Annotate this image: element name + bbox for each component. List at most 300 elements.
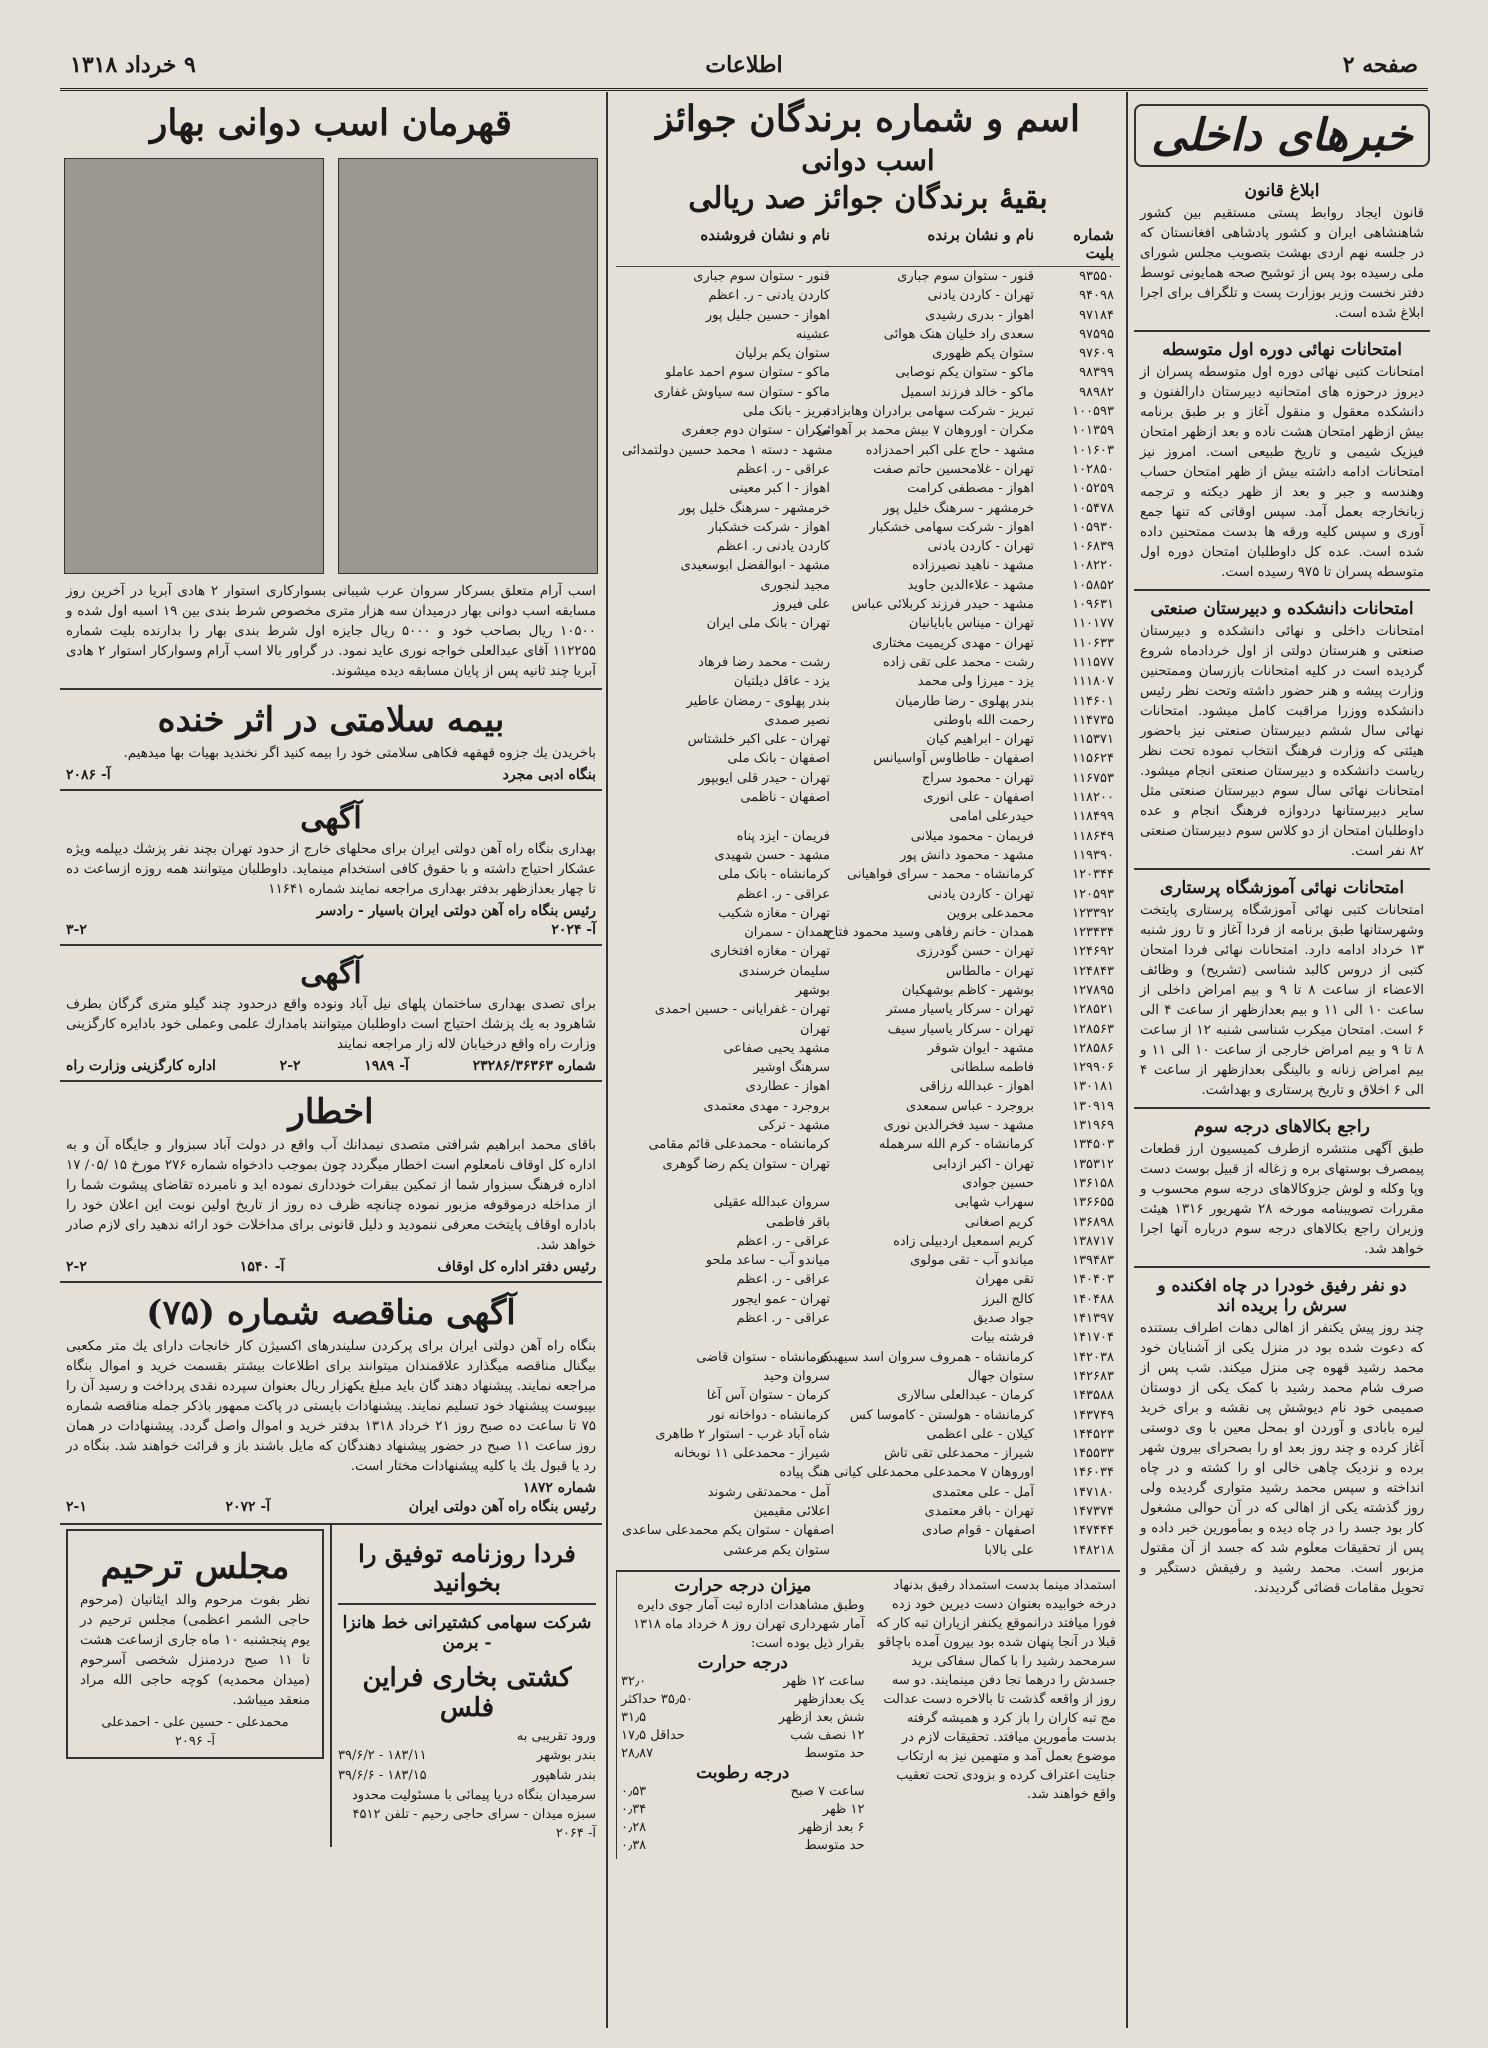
table-row xyxy=(616,1444,1120,1463)
seller-name xyxy=(622,1328,838,1347)
arrival-label: ورود تقریبی به xyxy=(516,1729,596,1744)
table-row xyxy=(616,1425,1120,1444)
ticket-number: ۱۴۴۵۲۳ xyxy=(1072,1426,1114,1442)
table-row xyxy=(616,479,1120,498)
table-row xyxy=(616,556,1120,575)
ticket-number: ۱۴۳۷۴۹ xyxy=(1072,1407,1114,1423)
ad-code: آ- ۲۰۶۴ xyxy=(555,1826,596,1841)
ticket-number: ۱۰۵۲۵۹ xyxy=(1072,481,1114,497)
table-row xyxy=(616,1039,1120,1058)
ad-title: آگهی مناقصه شماره (۷۵) xyxy=(146,1293,516,1333)
seller-name: آمل - محمدتقی رشوند xyxy=(707,1484,830,1500)
ticket-number: ۱۲۳۴۳۴ xyxy=(1072,925,1114,941)
ticket-number: ۱۱۰۶۳۳ xyxy=(1072,635,1114,651)
divider xyxy=(1134,868,1430,870)
paper-name: اطلاعات xyxy=(705,52,783,78)
ticket-number: ۱۱۸۶۴۹ xyxy=(1072,828,1114,844)
ticket-number: ۹۴۰۹۸ xyxy=(1079,288,1114,304)
ad-signature-text: رئیس بنگاه راه آهن دولتی ایران xyxy=(408,1499,596,1515)
seller-name: عراقی - ر. اعظم xyxy=(736,886,830,902)
article-title: امتحانات نهائی آموزشگاه پرستاری xyxy=(1159,878,1405,898)
seller-name: ستوان یکم برلیان xyxy=(735,346,830,362)
ticket-number: ۱۰۵۹۳۰ xyxy=(1072,519,1114,535)
table-row xyxy=(616,1463,1120,1482)
winner-name: کرمانشاه - هولستن - کاموسا کس xyxy=(849,1407,1034,1423)
winner-name: کرمانشاه - همروف سروان اسد سیهبدی xyxy=(816,1349,1034,1365)
seller-name: بروجرد - مهدی معتمدی xyxy=(703,1098,830,1114)
winner-name: کرمان - عبدالعلی سالاری xyxy=(897,1388,1034,1404)
ticket-number: ۱۳۱۹۶۹ xyxy=(1072,1118,1114,1134)
column-header-ticket: شماره بلیت xyxy=(1073,226,1114,262)
seller-name: اهواز - عطاردی xyxy=(745,1079,830,1095)
winner-name: تهران - کاردن یادنی xyxy=(927,539,1034,555)
winner-name: تهران - باقر معتمدی xyxy=(924,1504,1034,1519)
ad-title: مجلس ترحیم xyxy=(100,1547,290,1587)
winner-name: تبریز - شرکت سهامی برادران وهابزاده xyxy=(824,404,1034,420)
article-title: ابلاغ قانون xyxy=(1244,181,1320,201)
winner-name: خرمشهر - سرهنگ خلیل پور xyxy=(882,500,1034,516)
ticket-number: ۱۰۲۸۵۰ xyxy=(1072,461,1114,477)
humidity-title: درجه رطوبت xyxy=(696,1762,790,1783)
temperature-title: درجه حرارت xyxy=(697,1652,788,1673)
ad-code: آ- ۱۹۸۹ xyxy=(364,1058,409,1074)
ad-code: آ- ۲۰۷۲ xyxy=(225,1499,271,1515)
table-row xyxy=(616,1155,1120,1174)
memorial-box xyxy=(66,1529,324,1759)
ad-footer: سرمیدان بنگاه دریا پیمائی با مسئولیت محدود سبزه میدان - سرای حاجی رحیم - تلفن ۴۵۱۲ xyxy=(351,1788,596,1822)
table-row xyxy=(616,1367,1120,1386)
seller-name: اهواز - ا کبر معینی xyxy=(729,481,830,497)
temperature-row xyxy=(621,1745,865,1763)
winner-name: سعدی راد خلیان هنک هوائی xyxy=(883,326,1034,342)
winner-name: آمل - علی معتمدی xyxy=(932,1484,1034,1500)
seller-name: مکران - ستوان دوم جعفری xyxy=(681,423,830,439)
ad-signature-text: رئیس دفتر اداره کل اوقاف xyxy=(437,1259,596,1275)
ad-body: باقای محمد ابراهیم شرافتی متصدی نیمدانك آب واقع در دولت آباد سبزوار و جایگاه آن و به اداره کل اوقاف نامعلوم است اخطار میگردد چون بموجب دادخواه شماره ۲۷۶ مورخ ۱۵ /۰۵/ ۱۷ اداره فرهنگ سبزوار شما از تمکین ببقرات خودداری نموده اید و نامبرده تقاضای پیشوت شما را از مداخله درموقوفه مزبور نموده چنانچه ظرف ده روز از تاریخ اولین نوبت این اعلان خود را باداره اوقاف پایتخت معرفی ننمودید و دلیل قانونی برای مداخلات خود ارائه ندهید رای لازم صادر خواهد شد. xyxy=(66,1138,596,1253)
ad-signature xyxy=(60,1259,602,1275)
ticket-number: ۱۴۱۷۰۴ xyxy=(1072,1330,1114,1346)
seller-name xyxy=(622,634,838,653)
temperature-row-label: شش بعد ازظهر xyxy=(778,1709,865,1725)
section-title: خبرهای داخلی xyxy=(1134,104,1430,167)
ticket-number: ۱۲۳۳۹۲ xyxy=(1072,905,1114,921)
table-row xyxy=(616,1232,1120,1251)
ticket-number: ۹۷۱۸۴ xyxy=(1079,307,1114,323)
seller-name: علی فیروز xyxy=(773,597,830,613)
article-body: استمداد مینما بدست استمداد رفیق بدنهاد درخه خوابیده بعنوان دست دیرین خود زده فورا میافتد درانموقع یکنفر ازیاران تبه کار که قبلا در آنجا پنهان شده بود بیرون آمده باچاقو سرمحمد رشید را با کمال سفاکی برید جسدش را درهما نجا دفن مینمایند. دو سه روز از واقعه گذشت تا بالاخره دست عدالت مج تبه کاران را باز کرد و همیشه گرفته بدست مأمورین میافتد. تحقیقات لازم در موضوع بعمل آمد و متهمین نیز به ارتکاب جنایت اعتراف کرده و بزودی تحت تعقیب واقع خواهند شد. xyxy=(876,1577,1116,1802)
seller-name: مشهد - حسن شهیدی xyxy=(714,847,830,863)
winner-name: مشهد - حاج علی اکبر احمدزاده xyxy=(865,442,1035,458)
winner-name: ماکو - خالد فرزند اسمیل xyxy=(900,384,1034,400)
table-row xyxy=(616,402,1120,421)
winner-name: تهران - غلامحسین حاتم صفت xyxy=(873,461,1034,477)
ticket-number: ۱۱۵۳۷۱ xyxy=(1072,732,1114,748)
ship-name: کشتی بخاری فراین فلس xyxy=(362,1663,572,1723)
seller-name: عراقی - ر. اعظم xyxy=(736,461,830,477)
winner-name: تهران - حسن گودرزی xyxy=(916,944,1034,960)
temperature-row-value: ۳۱٫۵ xyxy=(621,1709,647,1725)
temperature-row-value: حداقل ۱۷٫۵ xyxy=(621,1727,685,1743)
humidity-row xyxy=(621,1819,865,1837)
winner-name: فریمان - محمود میلانی xyxy=(910,828,1034,844)
divider xyxy=(1134,1107,1430,1109)
winner-name: مشهد - ناهید نصیرزاده xyxy=(912,558,1034,574)
ticket-number: ۱۳۰۱۸۱ xyxy=(1072,1079,1114,1095)
table-row xyxy=(616,749,1120,768)
port-date: ۱۸۳/۱۱ - ۳۹/۶/۲ xyxy=(338,1748,427,1763)
ad-signature xyxy=(60,1480,602,1496)
ticket-number: ۹۸۹۸۲ xyxy=(1079,384,1114,400)
seller-name: عشینه xyxy=(795,326,830,342)
ticket-number: ۱۱۹۳۹۰ xyxy=(1072,847,1114,863)
ticket-number: ۱۲۸۵۶۳ xyxy=(1072,1021,1114,1037)
table-row xyxy=(616,1174,1120,1193)
seller-name: تهران - ستوان یکم رضا گوهری xyxy=(662,1156,830,1172)
seller-name: سروان وحید xyxy=(763,1368,830,1384)
ticket-number: ۱۳۶۱۵۸ xyxy=(1072,1175,1114,1191)
ticket-number: ۱۰۵۸۵۲ xyxy=(1072,577,1114,593)
seller-name: بندر پهلوی - رمضان عاطیر xyxy=(686,693,830,709)
ticket-number: ۱۳۸۷۱۷ xyxy=(1072,1233,1114,1249)
table-row xyxy=(616,383,1120,402)
header-rule xyxy=(60,88,1428,91)
seller-name: کاردن یادنی - ر. اعظم xyxy=(708,288,830,304)
seller-name xyxy=(622,807,838,826)
seller-name: خرمشهر - سرهنگ خلیل پور xyxy=(678,500,830,516)
seller-name: نصیر صمدی xyxy=(764,712,830,728)
table-row xyxy=(616,904,1120,923)
seller-name: اهواز - شرکت خشکبار xyxy=(708,519,830,535)
winner-name: میاندو آب - تقی مولوی xyxy=(910,1253,1034,1269)
winner-name: تهران - مهدی کریمیت مختاری xyxy=(872,635,1034,651)
seller-name: فریمان - ایزد پناه xyxy=(736,828,830,844)
ticket-number: ۱۲۸۵۸۶ xyxy=(1072,1040,1114,1056)
winner-name: بروجرد - عباس سمعدی xyxy=(905,1098,1034,1114)
winner-name: ستوان یکم ظهوری xyxy=(932,346,1034,362)
table-row xyxy=(616,595,1120,614)
table-row xyxy=(616,1328,1120,1347)
seller-name: کرمانشاه - دواخانه نور xyxy=(708,1407,830,1423)
features-and-ads-column xyxy=(60,92,602,2028)
winner-name: تقی مهران xyxy=(975,1272,1034,1288)
winner-name: رحمت الله باوطنی xyxy=(933,712,1034,728)
seller-name: باقر فاطمی xyxy=(766,1214,830,1230)
ticket-number: ۹۷۶۰۹ xyxy=(1079,346,1114,362)
memorial-ad xyxy=(60,1525,330,1847)
winner-name: یزد - میرزا ولی محمد xyxy=(917,674,1034,690)
table-row xyxy=(616,1193,1120,1212)
ticket-number: ۱۰۰۵۹۳ xyxy=(1072,404,1114,420)
table-row xyxy=(616,634,1120,653)
seller-name: ستوان یکم مرعشی xyxy=(723,1542,830,1558)
table-row xyxy=(616,807,1120,826)
domestic-news-column xyxy=(1134,92,1430,2028)
table-row xyxy=(616,653,1120,672)
seller-name: اعلائی مقیمین xyxy=(753,1504,830,1519)
seller-name: عراقی - ر. اعظم xyxy=(736,1272,830,1288)
winner-name: تهران - ابراهیم کیان xyxy=(926,732,1034,748)
winner-name: سهراب شهابی xyxy=(954,1195,1034,1211)
ad-body: بنگاه راه آهن دولتی ایران برای پرکردن سلیندرهای اکسیژن کار خانجات دارای یك متر مکعبی بیگنال مناقصه میگذارد علاقمندان میتوانند برای اطلاعات بیشتر بقسمت خرید و اموال بنگاه مراجعه نمایند. پیشنهاد دهند گان باید مبلغ یکهزار ریال بعنوان سپرده نقدی پرداخت و رسید آن را بپیوست پیشنهاد خود تسلیم نمایند. پیشنهادات بایستی در پاکت ممهور باذکر جمله مناقصه شماره ۷۵ تا ساعت ده صبح روز ۲۱ خرداد ۱۳۱۸ بدفتر خرید و اموال واصل گردد. پیشنهادات در همان روز ساعت ۱۱ صبح در حضور پیشنهاد دهندگان که مایل باشند باز و قرائت خواهند شد. بنگاه در رد یا قبول یك یا کلیه پیشنهادات مختار است. xyxy=(66,1339,596,1474)
ad-title: بیمه سلامتی در اثر خنده xyxy=(157,700,505,740)
table-row xyxy=(616,1386,1120,1405)
ticket-number: ۱۱۱۸۰۷ xyxy=(1072,674,1114,690)
seller-name: اصفهان - ستوان یکم محمدعلی ساعدی xyxy=(622,1523,835,1539)
temperature-row xyxy=(621,1709,865,1727)
ticket-number: ۱۳۰۹۱۹ xyxy=(1072,1098,1114,1114)
article-body: چند روز پیش یکنفر از اهالی دهات اطراف بستنده که دعوت شده بود در منزل یکی از آشنایان خود محمد رشید قهوه چی منزل میکند. شب پس از صرف شام محمد رشید با کمک یکی از دوستان صمیمی خود نام دیوشش پی نقشه و برای خرید لیره بابادی و آوردن او بمحل معین با وی دوستی آغاز کرده و چند روز بعد او را بصحرای بیرون شهر برده و نزدیک چاهی خالی او را کشته و در چاه انداخته و سپس محمد رشید متواری گردیده ولی روز گذشته یکی از اهالی که در آن حوالی مشغول کار بود جسد را در چاه دیده و بمأمورین خبر داده و پس از تحقیقات معلوم شد که جسد از آن مقتول مزبور است. محمد رشید و رفیقش دستگیر و تحویل مقامات قضائی گردیدند. xyxy=(1140,1321,1424,1596)
ad-signature-text: محمدعلی - حسین علی - احمدعلی xyxy=(101,1715,289,1730)
table-row xyxy=(616,1116,1120,1135)
ship-company: شرکت سهامی کشتیرانی خط هانزا - برمن xyxy=(342,1613,592,1653)
ad-code: ۳-۲ xyxy=(66,922,87,938)
seller-name: مشهد - ابوالفضل ابوسعیدی xyxy=(680,558,830,574)
seller-name: اهواز - حسین جلیل پور xyxy=(705,307,830,323)
ticket-number: ۱۱۴۶۰۱ xyxy=(1072,693,1114,709)
divider xyxy=(60,944,602,946)
seller-name: تهران - بانک ملی ایران xyxy=(706,616,830,632)
seller-name: سروان عبدالله عقیلی xyxy=(713,1195,830,1211)
humidity-row-label: ۱۲ ظهر xyxy=(822,1801,865,1817)
ad-signature xyxy=(60,903,602,919)
ad-code: آ- ۲۰۲۴ xyxy=(551,922,596,938)
ticket-number: ۱۴۰۴۰۳ xyxy=(1072,1272,1114,1288)
ticket-number: ۱۴۷۴۴۴ xyxy=(1072,1523,1114,1539)
seller-name: کرمانشاه - محمدعلی قائم مقامی xyxy=(648,1137,830,1153)
table-row xyxy=(616,286,1120,305)
seller-name: تهران - حیدر قلی ایوبپور xyxy=(698,770,830,786)
weather-intro: وطبق مشاهدات اداره ثبت آمار جوی دایره آمار شهرداری تهران روز ۸ خرداد ماه ۱۳۱۸ بقرار ذیل بوده است: xyxy=(633,1597,865,1651)
table-row xyxy=(616,499,1120,518)
seller-name: کرمان - ستوان آس آغا xyxy=(706,1388,830,1404)
ticket-number: ۱۳۴۵۰۳ xyxy=(1072,1137,1114,1153)
winner-name: تهران - میناس بابایانیان xyxy=(908,616,1034,632)
ticket-number: ۱۲۴۶۹۲ xyxy=(1072,944,1114,960)
winner-name: اصفهان - طاطاوس آواسیانس xyxy=(873,751,1034,767)
seller-name: قنور - ستوان سوم جباری xyxy=(693,269,830,284)
ticket-number: ۱۲۸۵۲۱ xyxy=(1072,1002,1114,1018)
divider xyxy=(1134,330,1430,332)
table-row xyxy=(616,730,1120,749)
temperature-row-value: ۳۲٫۰ xyxy=(621,1673,647,1689)
seller-name: تهران - عمو ایجور xyxy=(732,1291,830,1307)
column-header-winner: نام و نشان برنده xyxy=(927,226,1034,244)
winner-name: همدان - خانم رفاهی وسید محمود فتاح xyxy=(826,925,1034,941)
temperature-row-label: حد متوسط xyxy=(804,1745,865,1761)
table-row xyxy=(616,711,1120,730)
ticket-number: ۱۲۹۹۰۶ xyxy=(1072,1060,1114,1076)
seller-name: تهران - علی اکبر خلشتاس xyxy=(687,732,830,748)
article-title: امتحانات نهائی دوره اول متوسطه xyxy=(1162,340,1402,360)
ticket-number: ۱۴۲۰۳۸ xyxy=(1072,1349,1114,1365)
seller-name: تبریز - بانک ملی xyxy=(742,404,830,420)
seller-name: ماکو - ستوان سه سیاوش غفاری xyxy=(653,384,830,400)
ticket-number: ۱۱۸۴۹۹ xyxy=(1072,809,1114,825)
ticket-number: ۱۰۱۳۵۹ xyxy=(1072,423,1114,439)
ad-signature-text: بنگاه ادبی مجرد xyxy=(502,767,596,783)
table-row xyxy=(616,537,1120,556)
table-row xyxy=(616,923,1120,942)
table-row xyxy=(616,846,1120,865)
ticket-number: ۱۱۸۲۰۰ xyxy=(1072,790,1114,806)
ticket-number: ۱۲۰۵۹۳ xyxy=(1072,886,1114,902)
ticket-number: ۱۴۵۵۳۳ xyxy=(1072,1446,1114,1462)
ad-code: آ- ۲۰۸۶ xyxy=(66,767,111,783)
ad-body: نظر بفوت مرحوم والد ایثانیان (مرحوم حاجی الشمر اعظمی) مجلس ترحیم در یوم پنجشنبه ۱۰ ماه جاری ازساعت هشت تا ۱۱ صبح دردمنزل شخصی آسرحوم (میدان محمدیه) کوچه حاجی الله مراد منعقد میباشد. xyxy=(80,1593,310,1708)
table-row xyxy=(616,1406,1120,1425)
humidity-row-label: ۶ بعد ازظهر xyxy=(799,1819,865,1835)
ticket-number: ۱۳۹۴۸۳ xyxy=(1072,1253,1114,1269)
ad-signature-text: رئیس بنگاه راه آهن دولتی ایران باسیار - رادسر xyxy=(316,903,596,919)
seller-name: تهران - مغازه افتخاری xyxy=(710,944,830,960)
article-body: طبق آگهی منتشره ازطرف کمیسیون ارز قطعات پیمصرف بوستهای بره و زغاله از قبیل بوست دست وپا وکله و لوش جزوکالاهای درجه سوم محسوب و مقررات تصویبنامه مورخه ۲۸ شهریور ۱۳۱۶ هیئت وزیران راجع بکالاهای درجه سوم درباره آنها اجرا خواهد شد. xyxy=(1140,1142,1424,1257)
lottery-results-column xyxy=(616,92,1120,2028)
ticket-number: ۱۴۳۵۸۸ xyxy=(1072,1388,1114,1404)
horse-photo xyxy=(64,158,324,574)
table-row xyxy=(616,672,1120,691)
table-row xyxy=(616,1213,1120,1232)
humidity-row-label: حد متوسط xyxy=(804,1837,865,1853)
ad-signature xyxy=(60,767,602,783)
seller-name: شاه آباد غرب - استوار ۲ طاهری xyxy=(655,1426,830,1442)
winner-name: مشهد - سید فخرالدین نوری xyxy=(883,1118,1034,1134)
table-row xyxy=(616,421,1120,440)
winner-name: کریم اصغانی xyxy=(964,1214,1034,1230)
ticket-number: ۱۴۱۳۹۷ xyxy=(1072,1311,1114,1327)
weather-report xyxy=(616,1572,869,1859)
table-row xyxy=(616,1541,1120,1560)
port-line xyxy=(338,1746,596,1766)
divider xyxy=(60,1281,602,1283)
table-row xyxy=(616,1348,1120,1367)
crime-continuation xyxy=(869,1572,1121,1859)
ticket-number: ۱۴۸۲۱۸ xyxy=(1072,1542,1114,1558)
article-body: امتحانات داخلی و نهائی دانشکده و دبیرستان صنعتی و هنرستان دولتی از اول خردادماه شروع گردیده است در کلیه امتحانات بازرسان وممتحنین وزارت پیشه و هنر حضور داشته وتحت نظر رئیس دانشکده ووزرا مراقبت کامل میشود. امتحانات نهائی سال ششم دبیرستان صنعتی نیز باحضور هیئتی که وزارت فرهنگ انتخاب نموده تحت نظر ریاست دانشکده و دبیرستان صنعتی انجام میشود. امتحانات نهائی سال سوم دبیرستان صنعتی مثل سایر دبیرستانها دردوازه فرهنگ انجام و عده داوطلبان امتحان از دو کلاس سوم دبیرستان صنعتی ۸۲ نفر است. xyxy=(1140,624,1424,859)
seller-name: اصفهان - ناظمی xyxy=(740,790,830,806)
winner-name: محمدعلی بروین xyxy=(946,905,1034,921)
ticket-number: ۱۱۶۷۵۳ xyxy=(1072,770,1114,786)
jockey-photo xyxy=(338,158,598,574)
winner-name: اهواز - بدری رشیدی xyxy=(925,307,1034,323)
temperature-list xyxy=(621,1673,865,1763)
seller-name: کاردن یادنی ر. اعظم xyxy=(716,539,830,555)
table-row xyxy=(616,692,1120,711)
seller-name: تهران xyxy=(800,1021,830,1037)
winner-name: اهواز - مصطفی کرامت xyxy=(907,481,1034,497)
table-row xyxy=(616,1502,1120,1521)
ticket-number: ۱۲۰۳۴۴ xyxy=(1072,867,1114,883)
table-row xyxy=(616,1097,1120,1116)
seller-name: تهران - غفرایانی - حسین احمدی xyxy=(654,1002,830,1018)
temperature-row-label: یک بعدازظهر xyxy=(794,1691,865,1707)
page-header xyxy=(70,52,1418,86)
table-row xyxy=(616,1290,1120,1309)
port-line xyxy=(338,1766,596,1786)
seller-name: مشهد - دسته ۱ محمد حسین دولتمدائی xyxy=(622,442,833,458)
table-row xyxy=(616,1521,1120,1540)
winner-name: مشهد - ایوان شوقر xyxy=(927,1040,1034,1056)
seller-name: ماکو - ستوان سوم احمد عاملو xyxy=(665,365,830,381)
divider xyxy=(60,1080,602,1082)
ad-code: ۲-۲ xyxy=(66,1259,87,1275)
winner-name: کیلان - علی اعظمی xyxy=(926,1426,1034,1442)
column-header-seller: نام و نشان فروشنده xyxy=(700,226,830,244)
seller-name: مشهد - ترکی xyxy=(758,1118,830,1134)
table-row xyxy=(616,1135,1120,1154)
temperature-row xyxy=(621,1673,865,1691)
winner-name: اهواز - شرکت سهامی خشکبار xyxy=(869,519,1034,535)
table-row xyxy=(616,363,1120,382)
table-row xyxy=(616,306,1120,325)
ticket-number: ۹۷۵۹۵ xyxy=(1079,326,1114,342)
seller-name: عراقی - ر. اعظم xyxy=(736,1233,830,1249)
winner-name: تهران - کاردن یادنی xyxy=(927,886,1034,902)
issue-date: ۹ خرداد ۱۳۱۸ xyxy=(70,52,196,78)
winner-name: حیدرعلی امامی xyxy=(949,809,1034,825)
ad-body: باخریدن یك جزوه قهقهه فکاهی سلامتی خود را بیمه کنید اگر نخندید بهیات بها میدهیم. xyxy=(123,746,596,761)
table-row xyxy=(616,1270,1120,1289)
ticket-number: ۱۴۰۴۸۸ xyxy=(1072,1291,1114,1307)
article-body: قانون ایجاد روابط پستی مستقیم بین کشور شاهنشاهی ایران و کشور پادشاهی افغانستان که در جلسه نهم اردی بهشت بتصویب مجلس شورای ملی رسیده بود پس از توشیح صحه همایونی توسط دفتر نخست وزیر بوزارت پست و تلگراف برای اجرا ابلاغ شده است. xyxy=(1140,206,1424,321)
ticket-number: ۹۳۵۵۰ xyxy=(1079,269,1114,284)
winner-name: ستوان جهال xyxy=(967,1368,1034,1384)
seller-name: بوشهر xyxy=(795,982,830,998)
winner-name: مشهد - علاءالدین جاوید xyxy=(907,577,1034,593)
winner-name: اصفهان - علی انوری xyxy=(923,790,1034,806)
port-date: ۱۸۳/۱۵ - ۳۹/۶/۶ xyxy=(338,1768,427,1783)
photo-pair xyxy=(64,158,598,574)
winner-name: تهران - اکبر ازدابی xyxy=(932,1156,1034,1172)
seller-name: سلیمان خرسندی xyxy=(738,963,830,979)
seller-name: همدان - سمران xyxy=(744,925,830,941)
winner-name: تهران - کاردن یادنی xyxy=(927,288,1034,304)
humidity-row-label: ساعت ۷ صبح xyxy=(790,1783,865,1799)
ticket-number: ۱۴۷۳۷۴ xyxy=(1072,1504,1114,1519)
bottom-ads xyxy=(60,1523,602,1847)
table-row xyxy=(616,769,1120,788)
winner-name: کرمانشاه - محمد - سرای فواهیانی xyxy=(846,867,1034,883)
winner-name: اصفهان - قوام صادی xyxy=(922,1523,1036,1539)
winner-name: اوروهان ۷ محمدعلی محمدعلی کیانی xyxy=(833,1465,1034,1481)
seller-name: میاندو آب - ساعد ملحو xyxy=(705,1253,830,1269)
ticket-number: ۱۳۶۸۹۸ xyxy=(1072,1214,1114,1230)
ticket-number: ۱۳۵۳۱۲ xyxy=(1072,1156,1114,1172)
divider xyxy=(60,789,602,791)
ticket-number: ۹۸۳۹۹ xyxy=(1079,365,1114,381)
ticket-number: ۱۴۲۶۸۳ xyxy=(1072,1368,1114,1384)
winner-name: حسین جوادی xyxy=(962,1175,1034,1191)
humidity-row-value: ۰٫۵۳ xyxy=(621,1783,647,1799)
table-row xyxy=(616,267,1120,286)
table-row xyxy=(616,1251,1120,1270)
temperature-row-label: ۱۲ نصف شب xyxy=(790,1727,865,1743)
winner-name: رشت - محمد علی تقی زاده xyxy=(882,654,1034,670)
results-title: اسم و شماره برندگان جوائز xyxy=(656,98,1080,140)
winner-name: ماکو - ستوان یکم نوصابی xyxy=(895,365,1034,381)
ticket-number: ۱۰۸۲۲۰ xyxy=(1072,558,1114,574)
winner-name: فاطمه سلطانی xyxy=(950,1060,1034,1076)
port-name: بندر شاهپور xyxy=(532,1768,596,1783)
table-row xyxy=(616,1077,1120,1096)
divider xyxy=(60,688,602,690)
seller-name: کرمانشاه - بانک ملی xyxy=(718,867,830,883)
winner-name: شیراز - محمدعلی تقی تاش xyxy=(884,1446,1034,1462)
ad-title: آگهی xyxy=(300,956,362,991)
ticket-number: ۱۱۵۶۲۴ xyxy=(1072,751,1114,767)
humidity-row-value: ۰٫۳۸ xyxy=(621,1837,647,1853)
seller-name: مشهد یحیی صفاعی xyxy=(723,1040,830,1056)
divider xyxy=(1134,589,1430,591)
